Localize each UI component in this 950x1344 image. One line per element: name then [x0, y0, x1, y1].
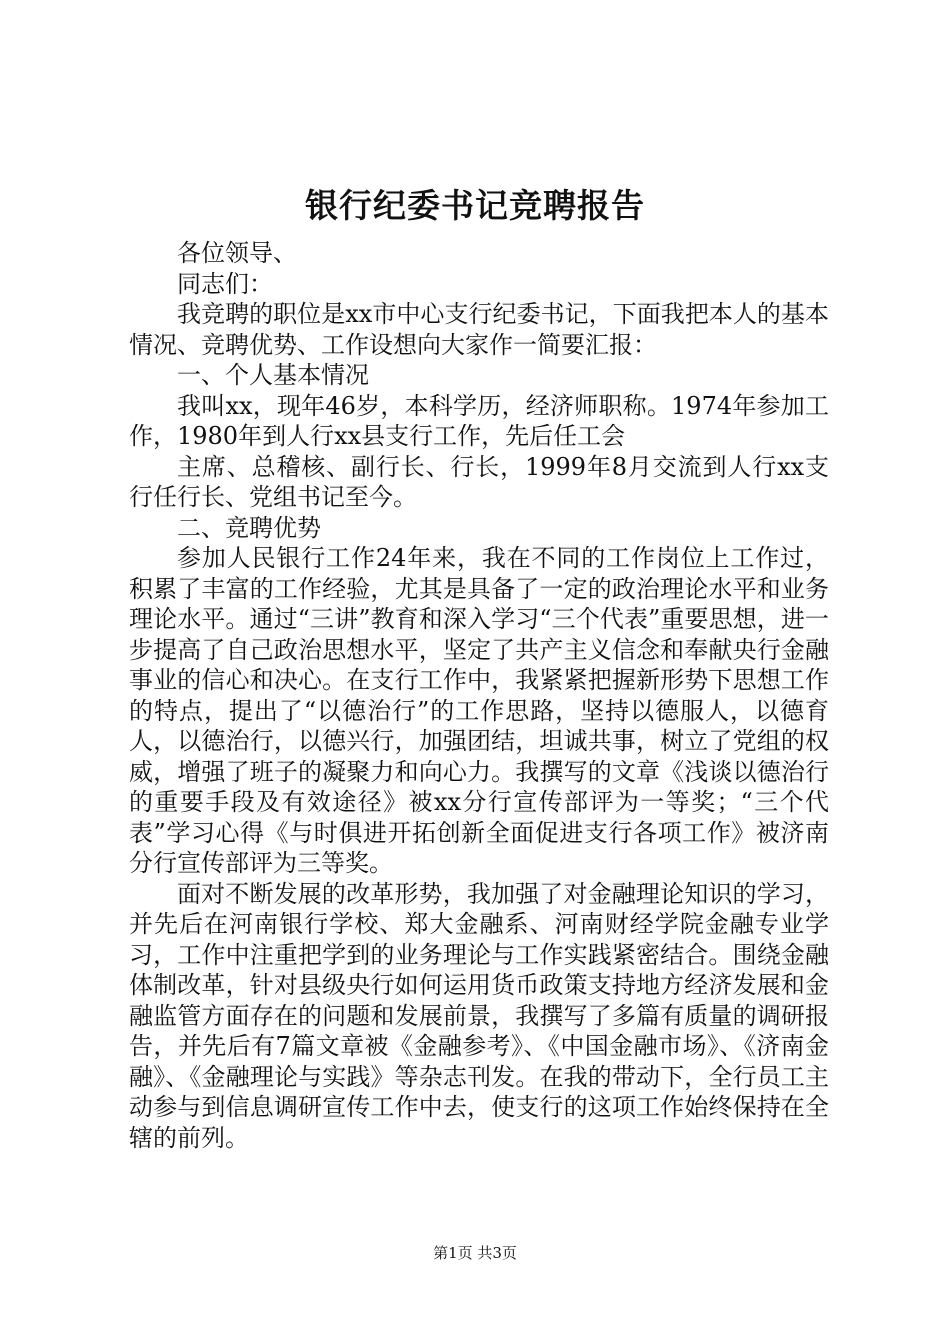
basic-info-paragraph-1: 我叫xx，现年46岁，本科学历，经济师职称。1974年参加工作，1980年到人行xx县支行工作，先后任工会: [129, 391, 829, 450]
advantages-paragraph-2: 面对不断发展的改革形势，我加强了对金融理论知识的学习，并先后在河南银行学校、郑大金融系、河南财经学院金融专业学习，工作中注重把学到的业务理论与工作实践紧密结合。围绕金融体制改革，针对县级央行如何运用货币政策支持地方经济发展和金融监管方面存在的问题和发展前景，我撰写了多篇有质量的调研报告，并先后有7篇文章被《金融参考》、《中国金融市场》、《济南金融》、《金融理论与实践》等杂志刊发。在我的带动下，全行员工主动参与到信息调研宣传工作中去，使支行的这项工作始终保持在全辖的前列。: [129, 879, 829, 1152]
section-heading-advantages: 二、竞聘优势: [177, 513, 321, 542]
section-heading-basic-info: 一、个人基本情况: [177, 361, 369, 389]
basic-info-paragraph-2: 主席、总稽核、副行长、行长，1999年8月交流到人行xx支行任行长、党组书记至今。: [129, 452, 829, 511]
salutation-line-1: 各位领导、: [177, 239, 297, 267]
document-title: 银行纪委书记竞聘报告: [305, 186, 645, 225]
page-footer: 第1页 共3页: [433, 1244, 517, 1262]
document-body: [129, 238, 829, 1153]
advantages-paragraph-1: 参加人民银行工作24年来，我在不同的工作岗位上工作过，积累了丰富的工作经验，尤其是具备了一定的政治理论水平和业务理论水平。通过“三讲”教育和深入学习“三个代表”重要思想，进一步提高了自己政治思想水平，坚定了共产主义信念和奉献央行金融事业的信心和决心。在支行工作中，我紧紧把握新形势下思想工作的特点，提出了“以德治行”的工作思路，坚持以德服人，以德育人，以德治行，以德兴行，加强团结，坦诚共事，树立了党组的权威，增强了班子的凝聚力和向心力。我撰写的文章《浅谈以德治行的重要手段及有效途径》被xx分行宣传部评为一等奖；“三个代表”学习心得《与时俱进开拓创新全面促进支行各项工作》被济南分行宣传部评为三等奖。: [129, 544, 829, 877]
salutation-line-2: 同志们：: [177, 269, 273, 298]
intro-paragraph: 我竞聘的职位是xx市中心支行纪委书记，下面我把本人的基本情况、竞聘优势、工作设想向大家作一简要汇报：: [129, 300, 829, 359]
